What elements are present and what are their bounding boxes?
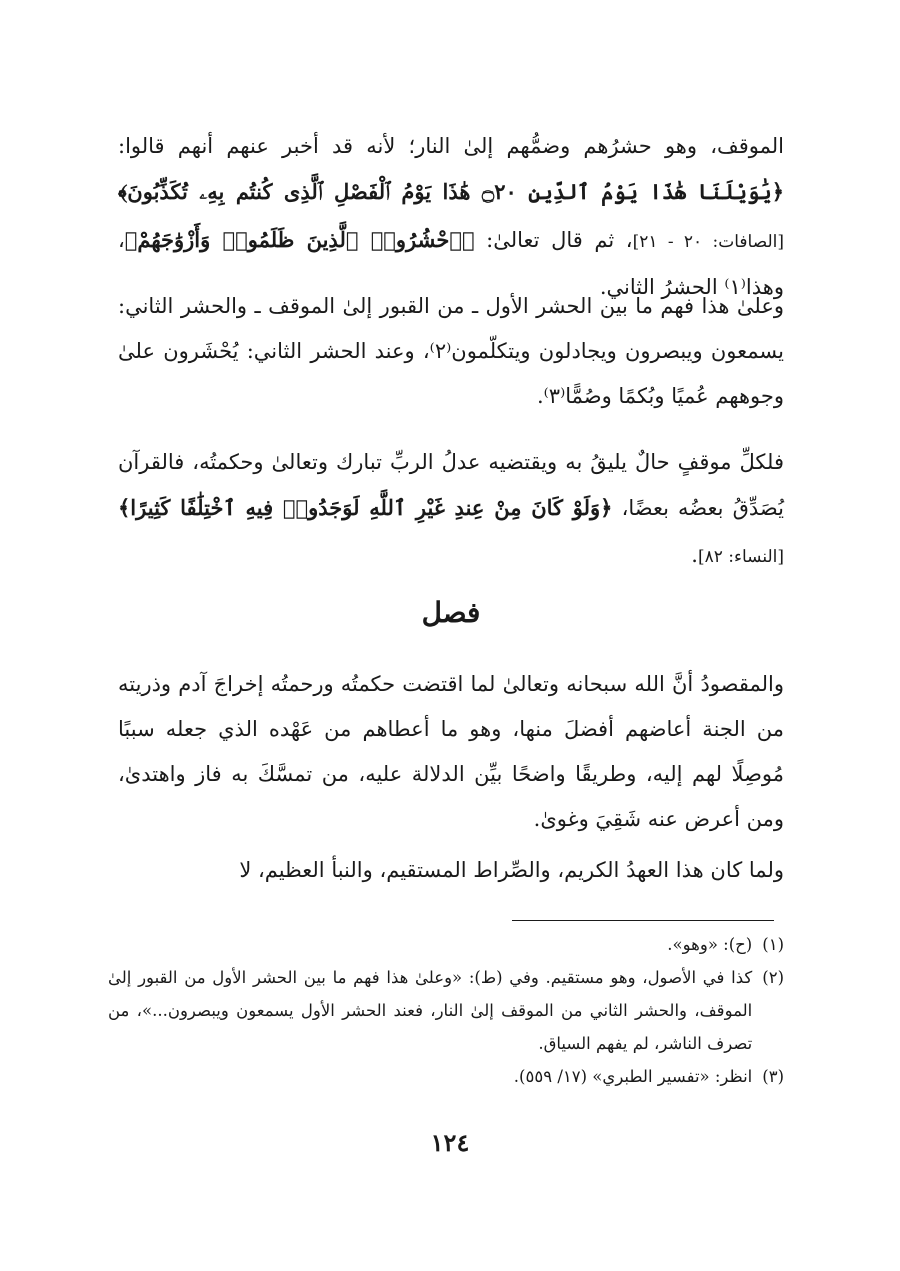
footnote-2: [108, 961, 784, 1060]
paragraph-2: وعلىٰ هذا فهم ما بين الحشر الأول ـ من القبور إلىٰ الموقف ـ والحشر الثاني: يسمعون ويبصرون ويجادلون ويتكلّمون⁽٢⁾، وعند الحشر الثاني: يُحْشَرون علىٰ وجوههم عُميًا وبُكمًا وصُمًّا⁽٣⁾.: [118, 294, 784, 408]
footnote-divider: [512, 920, 774, 921]
page-number: ١٢٤: [430, 1128, 470, 1157]
footnote-text: انظر: «تفسير الطبري» (١٧/ ٥٥٩).: [513, 1067, 753, 1086]
footnote-text: كذا في الأصول، وهو مستقيم. وفي (ط): «وعلىٰ هذا فهم ما بين الحشر الأول من القبور إلىٰ الموقف، والحشر الثاني من الموقف إلىٰ النار، فعند الحشر الأول يسمعون ويبصرون...»، من تصرف الناشر، لم يفهم السياق.: [108, 968, 753, 1053]
quran-verse-2: ﴿ٱحْشُرُوا۟ ٱلَّذِينَ ظَلَمُوا۟ وَأَزْوَٰجَهُمْ﴾: [124, 227, 475, 252]
footnote-number: (٢): [762, 968, 784, 987]
paragraph-1-text: الموقف، وهو حشرُهم وضمُّهم إلىٰ النار؛ لأنه قد أخبر عنهم أنهم قالوا:: [118, 134, 784, 158]
section-heading: فصل: [421, 596, 481, 629]
paragraph-4: والمقصودُ أنَّ الله سبحانه وتعالىٰ لما اقتضت حكمتُه ورحمتُه إخراجَ آدم وذريته من الجنة أعاضهم أفضلَ منها، وهو ما أعطاهم من عَهْده الذي جعله سببًا مُوصِلًا لهم إليه، وطريقًا واضحًا بيِّن الدلالة عليه، من تمسَّكَ به فاز واهتدىٰ، ومن أعرض عنه شَقِيَ وغوىٰ.: [118, 672, 784, 831]
paragraph-1-text-end: ، وهذا⁽١⁾ الحشرُ الثاني.: [118, 228, 784, 299]
paragraph-3-end: .: [691, 543, 698, 567]
paragraph-1-text-cont: ، ثم قال تعالىٰ:: [474, 228, 633, 252]
quran-verse: ﴿يَٰوَيْلَنَا هَٰذَا يَوْمُ ٱلدِّينِ ۝٢٠ هَٰذَا يَوْمُ ٱلْفَصْلِ ٱلَّذِى كُنتُم بِهِۦ تُكَذِّبُونَ﴾: [118, 179, 785, 204]
verse-reference: [الصافات: ٢٠ - ٢١]: [632, 232, 784, 252]
verse-reference-3: [النساء: ٨٢]: [697, 547, 784, 567]
footnote-number: (٣): [762, 1067, 784, 1086]
footnote-1: [108, 928, 784, 961]
paragraph-1: [118, 124, 784, 310]
paragraph-3: [118, 440, 784, 580]
footnote-3: [108, 1060, 784, 1093]
quran-verse-3: ﴿وَلَوْ كَانَ مِنْ عِندِ غَيْرِ ٱللَّهِ لَوَجَدُوا۟ فِيهِ ٱخْتِلَٰفًا كَثِيرًا﴾: [118, 495, 613, 520]
footnote-number: (١): [762, 935, 784, 954]
footnotes: [108, 928, 784, 1093]
paragraph-5: ولما كان هذا العهدُ الكريم، والصِّراط المستقيم، والنبأ العظيم، لا: [239, 858, 784, 882]
paragraph-3-text: فلكلِّ موقفٍ حالٌ يليقُ به ويقتضيه عدلُ الربِّ تبارك وتعالىٰ وحكمتُه، فالقرآن يُصَدِّقُ بعضُه بعضًا،: [118, 450, 784, 520]
footnote-text: (ح): «وهو».: [667, 935, 753, 954]
